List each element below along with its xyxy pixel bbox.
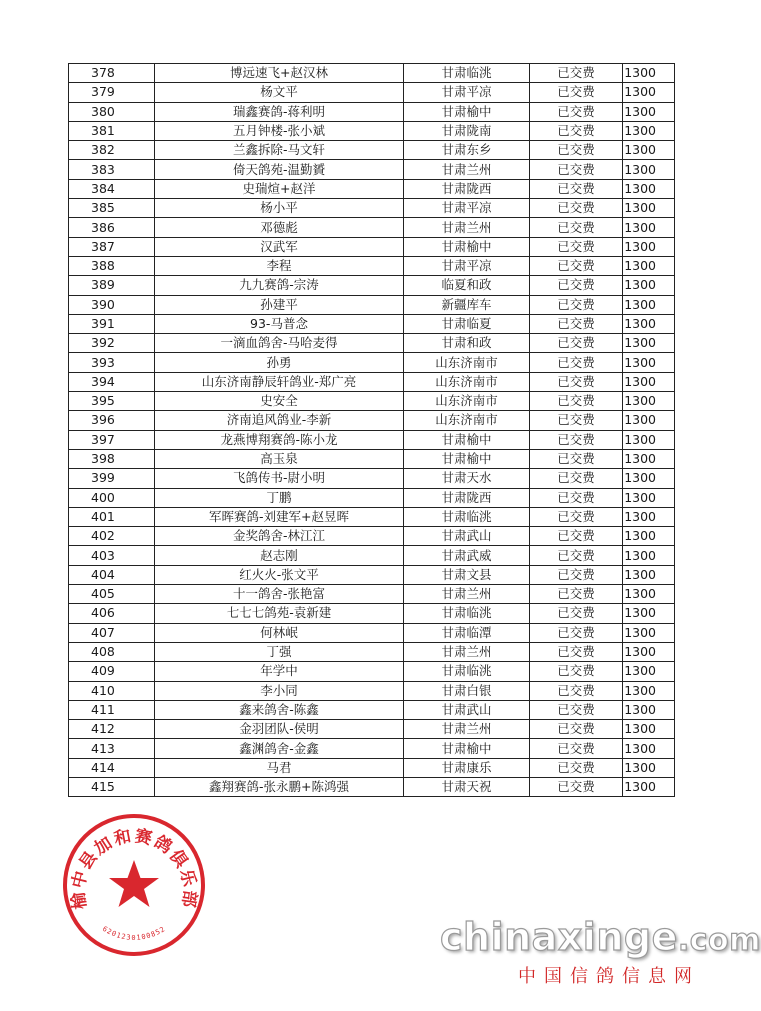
cell-status: 已交费 [530, 758, 623, 777]
cell-status: 已交费 [530, 507, 623, 526]
table-row [69, 102, 675, 121]
cell-number: 411 [69, 700, 155, 719]
cell-amount: 1300 [623, 449, 675, 468]
cell-region: 甘肃临洮 [404, 507, 530, 526]
cell-amount: 1300 [623, 256, 675, 275]
cell-number: 408 [69, 642, 155, 661]
cell-number: 381 [69, 121, 155, 140]
cell-amount: 1300 [623, 314, 675, 333]
cell-region: 甘肃武山 [404, 700, 530, 719]
cell-number: 414 [69, 758, 155, 777]
cell-status: 已交费 [530, 276, 623, 295]
cell-amount: 1300 [623, 411, 675, 430]
cell-name: 山东济南静辰轩鸽业-郑广亮 [155, 372, 404, 391]
cell-region: 甘肃兰州 [404, 642, 530, 661]
cell-region: 甘肃武山 [404, 527, 530, 546]
cell-amount: 1300 [623, 527, 675, 546]
cell-number: 385 [69, 199, 155, 218]
cell-region: 甘肃康乐 [404, 758, 530, 777]
cell-name: 杨文平 [155, 83, 404, 102]
cell-number: 395 [69, 392, 155, 411]
cell-amount: 1300 [623, 372, 675, 391]
cell-status: 已交费 [530, 681, 623, 700]
cell-name: 丁鹏 [155, 488, 404, 507]
cell-status: 已交费 [530, 179, 623, 198]
cell-amount: 1300 [623, 64, 675, 83]
cell-number: 378 [69, 64, 155, 83]
cell-amount: 1300 [623, 758, 675, 777]
cell-number: 387 [69, 237, 155, 256]
cell-status: 已交费 [530, 449, 623, 468]
cell-status: 已交费 [530, 700, 623, 719]
cell-number: 379 [69, 83, 155, 102]
svg-text:榆中县加和赛鸽俱乐部: 榆中县加和赛鸽俱乐部 [68, 826, 200, 911]
table-row [69, 295, 675, 314]
cell-status: 已交费 [530, 256, 623, 275]
cell-status: 已交费 [530, 777, 623, 796]
cell-name: 年学中 [155, 662, 404, 681]
cell-name: 瑞鑫赛鸽-蒋利明 [155, 102, 404, 121]
cell-status: 已交费 [530, 64, 623, 83]
cell-region: 甘肃天水 [404, 469, 530, 488]
cell-status: 已交费 [530, 411, 623, 430]
cell-status: 已交费 [530, 199, 623, 218]
table-row [69, 276, 675, 295]
table-row [69, 237, 675, 256]
cell-status: 已交费 [530, 488, 623, 507]
cell-number: 389 [69, 276, 155, 295]
cell-region: 甘肃白银 [404, 681, 530, 700]
cell-region: 甘肃榆中 [404, 102, 530, 121]
cell-name: 红火火-张文平 [155, 565, 404, 584]
cell-number: 386 [69, 218, 155, 237]
cell-amount: 1300 [623, 623, 675, 642]
cell-name: 金奖鸽舍-林江江 [155, 527, 404, 546]
cell-number: 384 [69, 179, 155, 198]
cell-number: 392 [69, 334, 155, 353]
cell-status: 已交费 [530, 83, 623, 102]
cell-amount: 1300 [623, 720, 675, 739]
cell-status: 已交费 [530, 469, 623, 488]
cell-status: 已交费 [530, 160, 623, 179]
table-row [69, 218, 675, 237]
cell-status: 已交费 [530, 739, 623, 758]
cell-region: 新疆库车 [404, 295, 530, 314]
table-row [69, 256, 675, 275]
cell-status: 已交费 [530, 314, 623, 333]
cell-region: 甘肃陇西 [404, 488, 530, 507]
table-row [69, 141, 675, 160]
cell-amount: 1300 [623, 662, 675, 681]
table-row [69, 469, 675, 488]
table-row [69, 353, 675, 372]
cell-region: 甘肃榆中 [404, 739, 530, 758]
cell-number: 407 [69, 623, 155, 642]
cell-region: 甘肃平凉 [404, 199, 530, 218]
table-row [69, 411, 675, 430]
cell-amount: 1300 [623, 334, 675, 353]
cell-name: 孙建平 [155, 295, 404, 314]
cell-name: 丁强 [155, 642, 404, 661]
cell-amount: 1300 [623, 488, 675, 507]
cell-status: 已交费 [530, 392, 623, 411]
cell-region: 甘肃平凉 [404, 256, 530, 275]
cell-region: 甘肃和政 [404, 334, 530, 353]
cell-amount: 1300 [623, 121, 675, 140]
cell-number: 380 [69, 102, 155, 121]
table-row [69, 604, 675, 623]
cell-region: 甘肃东乡 [404, 141, 530, 160]
registration-table [68, 63, 675, 797]
cell-status: 已交费 [530, 604, 623, 623]
table-row [69, 662, 675, 681]
cell-name: 杨小平 [155, 199, 404, 218]
cell-number: 382 [69, 141, 155, 160]
cell-number: 412 [69, 720, 155, 739]
cell-amount: 1300 [623, 507, 675, 526]
cell-amount: 1300 [623, 642, 675, 661]
cell-amount: 1300 [623, 430, 675, 449]
cell-region: 甘肃临潭 [404, 623, 530, 642]
cell-amount: 1300 [623, 604, 675, 623]
cell-amount: 1300 [623, 160, 675, 179]
cell-number: 398 [69, 449, 155, 468]
cell-name: 史瑞煊+赵洋 [155, 179, 404, 198]
cell-region: 甘肃临洮 [404, 604, 530, 623]
cell-status: 已交费 [530, 334, 623, 353]
cell-amount: 1300 [623, 218, 675, 237]
table-row [69, 179, 675, 198]
cell-status: 已交费 [530, 546, 623, 565]
cell-amount: 1300 [623, 469, 675, 488]
table-row [69, 488, 675, 507]
cell-amount: 1300 [623, 546, 675, 565]
table-row [69, 739, 675, 758]
cell-region: 山东济南市 [404, 372, 530, 391]
watermark-domain [440, 915, 761, 959]
cell-number: 402 [69, 527, 155, 546]
cell-number: 405 [69, 585, 155, 604]
cell-name: 兰鑫拆除-马文轩 [155, 141, 404, 160]
cell-status: 已交费 [530, 218, 623, 237]
cell-status: 已交费 [530, 527, 623, 546]
cell-name: 倚天鸽苑-温勤贇 [155, 160, 404, 179]
cell-amount: 1300 [623, 739, 675, 758]
cell-amount: 1300 [623, 565, 675, 584]
cell-number: 404 [69, 565, 155, 584]
cell-number: 409 [69, 662, 155, 681]
cell-region: 甘肃临洮 [404, 64, 530, 83]
table-row [69, 314, 675, 333]
cell-number: 406 [69, 604, 155, 623]
cell-region: 山东济南市 [404, 411, 530, 430]
cell-region: 甘肃兰州 [404, 720, 530, 739]
cell-status: 已交费 [530, 295, 623, 314]
table-row [69, 565, 675, 584]
table-row [69, 777, 675, 796]
cell-number: 394 [69, 372, 155, 391]
cell-status: 已交费 [530, 430, 623, 449]
cell-name: 马君 [155, 758, 404, 777]
cell-name: 李程 [155, 256, 404, 275]
cell-region: 甘肃武威 [404, 546, 530, 565]
cell-number: 391 [69, 314, 155, 333]
cell-name: 鑫渊鸽舍-金鑫 [155, 739, 404, 758]
cell-name: 九九赛鸽-宗涛 [155, 276, 404, 295]
cell-amount: 1300 [623, 199, 675, 218]
table-body [69, 64, 675, 797]
seal-graphic [59, 810, 209, 960]
star-icon [109, 860, 159, 907]
cell-region: 甘肃榆中 [404, 430, 530, 449]
cell-region: 山东济南市 [404, 353, 530, 372]
cell-name: 军晖赛鸽-刘建军+赵昱晖 [155, 507, 404, 526]
cell-number: 401 [69, 507, 155, 526]
cell-number: 399 [69, 469, 155, 488]
cell-name: 飞鸽传书-尉小明 [155, 469, 404, 488]
cell-amount: 1300 [623, 681, 675, 700]
cell-status: 已交费 [530, 565, 623, 584]
cell-amount: 1300 [623, 237, 675, 256]
cell-amount: 1300 [623, 102, 675, 121]
table-row [69, 720, 675, 739]
cell-name: 何林岷 [155, 623, 404, 642]
cell-amount: 1300 [623, 179, 675, 198]
cell-amount: 1300 [623, 276, 675, 295]
cell-name: 孙勇 [155, 353, 404, 372]
table-row [69, 430, 675, 449]
cell-status: 已交费 [530, 720, 623, 739]
cell-region: 甘肃天祝 [404, 777, 530, 796]
cell-amount: 1300 [623, 777, 675, 796]
cell-status: 已交费 [530, 141, 623, 160]
cell-region: 临夏和政 [404, 276, 530, 295]
cell-name: 十一鸽舍-张艳富 [155, 585, 404, 604]
cell-number: 393 [69, 353, 155, 372]
watermark-domain-tld: .com [677, 923, 761, 958]
cell-status: 已交费 [530, 121, 623, 140]
cell-name: 金羽团队-侯明 [155, 720, 404, 739]
cell-status: 已交费 [530, 372, 623, 391]
cell-name: 汉武军 [155, 237, 404, 256]
watermark-domain-main: chinaxinge [440, 915, 678, 959]
cell-name: 龙燕博翔赛鸽-陈小龙 [155, 430, 404, 449]
cell-status: 已交费 [530, 585, 623, 604]
cell-amount: 1300 [623, 141, 675, 160]
cell-name: 济南追风鸽业-李新 [155, 411, 404, 430]
cell-region: 甘肃兰州 [404, 585, 530, 604]
cell-name: 七七七鸽苑-袁新建 [155, 604, 404, 623]
table-row [69, 64, 675, 83]
club-seal [59, 810, 209, 964]
cell-name: 李小同 [155, 681, 404, 700]
cell-amount: 1300 [623, 392, 675, 411]
cell-name: 鑫来鸽舍-陈鑫 [155, 700, 404, 719]
table-row [69, 121, 675, 140]
cell-status: 已交费 [530, 662, 623, 681]
table-row [69, 585, 675, 604]
cell-region: 甘肃文县 [404, 565, 530, 584]
table-row [69, 507, 675, 526]
cell-number: 397 [69, 430, 155, 449]
table-row [69, 334, 675, 353]
table-row [69, 546, 675, 565]
cell-name: 一滴血鸽舍-马哈麦得 [155, 334, 404, 353]
cell-number: 390 [69, 295, 155, 314]
cell-name: 赵志刚 [155, 546, 404, 565]
table-row [69, 642, 675, 661]
table-row [69, 160, 675, 179]
cell-region: 甘肃榆中 [404, 449, 530, 468]
cell-region: 甘肃榆中 [404, 237, 530, 256]
cell-name: 邓德彪 [155, 218, 404, 237]
table-row [69, 527, 675, 546]
table-row [69, 758, 675, 777]
cell-region: 甘肃平凉 [404, 83, 530, 102]
table-row [69, 392, 675, 411]
table-row [69, 83, 675, 102]
cell-name: 93-马普念 [155, 314, 404, 333]
cell-number: 410 [69, 681, 155, 700]
cell-status: 已交费 [530, 623, 623, 642]
table-row [69, 372, 675, 391]
cell-name: 鑫翔赛鸽-张永鹏+陈鸿强 [155, 777, 404, 796]
cell-amount: 1300 [623, 295, 675, 314]
cell-amount: 1300 [623, 353, 675, 372]
cell-region: 甘肃兰州 [404, 218, 530, 237]
cell-region: 甘肃临洮 [404, 662, 530, 681]
watermark-site-name: 中国信鸽信息网 [518, 966, 700, 987]
cell-status: 已交费 [530, 353, 623, 372]
table-row [69, 700, 675, 719]
cell-amount: 1300 [623, 585, 675, 604]
cell-amount: 1300 [623, 700, 675, 719]
cell-number: 400 [69, 488, 155, 507]
cell-region: 甘肃兰州 [404, 160, 530, 179]
cell-number: 396 [69, 411, 155, 430]
svg-text:6201230100852: 6201230100852 [100, 924, 168, 942]
table-row [69, 449, 675, 468]
cell-number: 383 [69, 160, 155, 179]
cell-number: 403 [69, 546, 155, 565]
cell-name: 史安全 [155, 392, 404, 411]
cell-status: 已交费 [530, 102, 623, 121]
cell-name: 高玉泉 [155, 449, 404, 468]
cell-amount: 1300 [623, 83, 675, 102]
cell-region: 甘肃陇南 [404, 121, 530, 140]
cell-number: 415 [69, 777, 155, 796]
cell-name: 五月钟楼-张小斌 [155, 121, 404, 140]
cell-number: 388 [69, 256, 155, 275]
cell-name: 博远速飞+赵汉林 [155, 64, 404, 83]
cell-region: 甘肃临夏 [404, 314, 530, 333]
cell-status: 已交费 [530, 237, 623, 256]
table-row [69, 623, 675, 642]
cell-region: 甘肃陇西 [404, 179, 530, 198]
cell-number: 413 [69, 739, 155, 758]
cell-region: 山东济南市 [404, 392, 530, 411]
table-row [69, 681, 675, 700]
table-row [69, 199, 675, 218]
cell-status: 已交费 [530, 642, 623, 661]
